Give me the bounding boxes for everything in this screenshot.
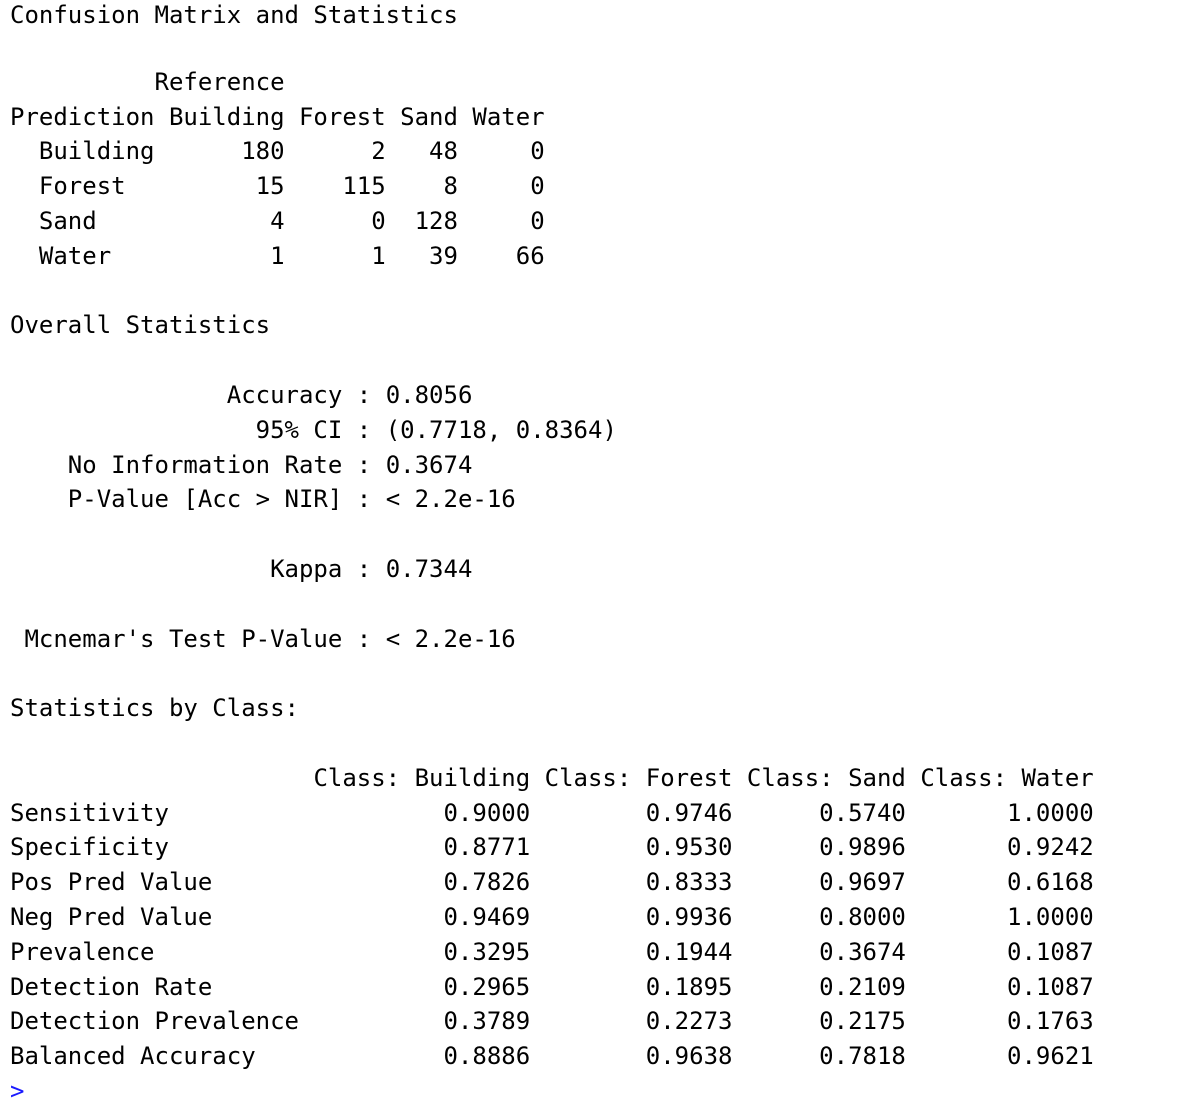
class-stat-value: 0.8000	[732, 902, 906, 931]
blank-line	[10, 30, 1180, 65]
class-stat-row	[10, 830, 1180, 865]
class-stat-value: 0.9530	[530, 833, 733, 862]
overall-heading: Overall Statistics	[10, 311, 271, 340]
blank-line	[10, 726, 1180, 761]
class-column-header: Class: Forest	[530, 763, 733, 792]
matrix-row	[10, 204, 1180, 239]
matrix-cell: 8	[385, 172, 458, 201]
matrix-cell: 1	[284, 241, 386, 270]
matrix-row-label: Forest	[10, 172, 155, 201]
class-stat-label: Sensitivity	[10, 798, 314, 827]
class-stat-value: 0.3674	[732, 937, 906, 966]
statistics-by-class	[10, 761, 1180, 1074]
matrix-row	[10, 169, 1180, 204]
class-stat-value: 0.8333	[530, 868, 733, 897]
class-stat-value: 0.1944	[530, 937, 733, 966]
stat-label: No Information Rate	[10, 450, 343, 479]
mcnemar-line	[10, 622, 1180, 657]
class-column-header: Class: Building	[313, 763, 531, 792]
output-title: Confusion Matrix and Statistics	[10, 1, 458, 29]
class-stat-label: Specificity	[10, 833, 314, 862]
stat-label: P-Value [Acc > NIR]	[10, 485, 343, 514]
class-stat-value: 0.8886	[313, 1042, 531, 1071]
matrix-cell: 0	[284, 206, 386, 235]
class-stat-label: Detection Rate	[10, 972, 314, 1001]
stat-sep: :	[342, 415, 386, 444]
matrix-row-label: Sand	[10, 206, 155, 235]
matrix-row-label: Building	[10, 137, 155, 166]
class-stat-label: Pos Pred Value	[10, 868, 314, 897]
stat-sep: :	[342, 554, 386, 583]
stat-value: 0.7344	[385, 554, 473, 583]
blank-line	[10, 274, 1180, 309]
class-stat-value: 0.2175	[732, 1007, 906, 1036]
class-stat-label: Neg Pred Value	[10, 902, 314, 931]
class-stat-value: 0.9936	[530, 902, 733, 931]
class-stat-row	[10, 935, 1180, 970]
class-stat-value: 0.9469	[313, 902, 531, 931]
class-stat-value: 0.3789	[313, 1007, 531, 1036]
r-console-output[interactable]	[10, 0, 1180, 1109]
stat-value: < 2.2e-16	[385, 624, 516, 653]
blank-line	[10, 587, 1180, 622]
class-header-spacer	[10, 764, 313, 792]
stat-label: Mcnemar's Test P-Value	[10, 624, 343, 653]
class-stat-value: 0.2965	[313, 972, 531, 1001]
class-stat-value: 0.9242	[905, 833, 1094, 862]
class-stat-value: 0.1087	[905, 972, 1094, 1001]
class-stat-row	[10, 796, 1180, 831]
matrix-cell: 0	[457, 206, 545, 235]
blank-line	[10, 517, 1180, 552]
matrix-row	[10, 134, 1180, 169]
matrix-cell: 115	[284, 172, 386, 201]
class-stat-value: 0.1895	[530, 972, 733, 1001]
stat-value: < 2.2e-16	[385, 485, 516, 514]
matrix-row-label: Water	[10, 241, 155, 270]
class-stat-value: 0.1087	[905, 937, 1094, 966]
class-stat-row	[10, 900, 1180, 935]
class-stat-value: 0.7826	[313, 868, 531, 897]
class-stat-value: 0.9697	[732, 868, 906, 897]
class-stat-value: 0.2109	[732, 972, 906, 1001]
class-column-header: Class: Water	[905, 763, 1094, 792]
stat-sep: :	[342, 485, 386, 514]
class-stat-value: 1.0000	[905, 798, 1094, 827]
class-stat-value: 0.9000	[313, 798, 531, 827]
stat-label: Accuracy	[10, 380, 343, 409]
matrix-cell: 66	[457, 241, 545, 270]
matrix-cell: 0	[457, 137, 545, 166]
matrix-cell: 39	[385, 241, 458, 270]
stat-sep: :	[342, 450, 386, 479]
class-stat-value: 1.0000	[905, 902, 1094, 931]
matrix-header: Prediction Building Forest Sand Water	[10, 102, 545, 131]
console-prompt[interactable]: >	[10, 1076, 25, 1105]
class-stat-label: Balanced Accuracy	[10, 1042, 314, 1071]
kappa-line	[10, 552, 1180, 587]
matrix-cell: 15	[154, 172, 285, 201]
class-stat-row	[10, 1004, 1180, 1039]
blank-line	[10, 656, 1180, 691]
class-stat-value: 0.9896	[732, 833, 906, 862]
class-stat-value: 0.7818	[732, 1042, 906, 1071]
stat-value: 0.3674	[385, 450, 473, 479]
blank-line	[10, 343, 1180, 378]
class-stat-value: 0.9746	[530, 798, 733, 827]
matrix-reference-label	[10, 65, 1180, 100]
stat-label: 95% CI	[10, 415, 343, 444]
class-stat-value: 0.9638	[530, 1042, 733, 1071]
stat-label: Kappa	[10, 554, 343, 583]
by-class-heading: Statistics by Class:	[10, 694, 299, 723]
matrix-cell: 48	[385, 137, 458, 166]
matrix-cell: 1	[154, 241, 285, 270]
class-stat-label: Prevalence	[10, 937, 314, 966]
class-stat-label: Detection Prevalence	[10, 1007, 314, 1036]
matrix-row	[10, 239, 1180, 274]
stat-sep: :	[342, 380, 386, 409]
stat-sep: :	[342, 624, 386, 653]
nir-line	[10, 448, 1180, 483]
class-column-header: Class: Sand	[732, 763, 906, 792]
class-stat-row	[10, 865, 1180, 900]
class-stat-value: 0.5740	[732, 798, 906, 827]
matrix-cell: 2	[284, 137, 386, 166]
matrix-cell: 4	[154, 206, 285, 235]
pvalue-line	[10, 482, 1180, 517]
class-stat-value: 0.6168	[905, 868, 1094, 897]
stat-value: 0.8056	[385, 380, 473, 409]
matrix-cell: 128	[385, 206, 458, 235]
class-stat-row	[10, 970, 1180, 1005]
matrix-cell: 180	[154, 137, 285, 166]
overall-statistics	[10, 378, 1180, 656]
class-stat-value: 0.1763	[905, 1007, 1094, 1036]
class-stat-value: 0.8771	[313, 833, 531, 862]
stat-value: (0.7718, 0.8364)	[385, 415, 617, 444]
class-stat-value: 0.2273	[530, 1007, 733, 1036]
confusion-matrix-rows	[10, 134, 1180, 273]
accuracy-line	[10, 378, 1180, 413]
matrix-cell: 0	[457, 172, 545, 201]
class-stat-value: 0.3295	[313, 937, 531, 966]
reference-label: Reference	[154, 67, 285, 96]
class-header-row	[10, 761, 1180, 796]
class-stat-value: 0.9621	[905, 1042, 1094, 1071]
class-stat-row	[10, 1039, 1180, 1074]
ci-line	[10, 413, 1180, 448]
